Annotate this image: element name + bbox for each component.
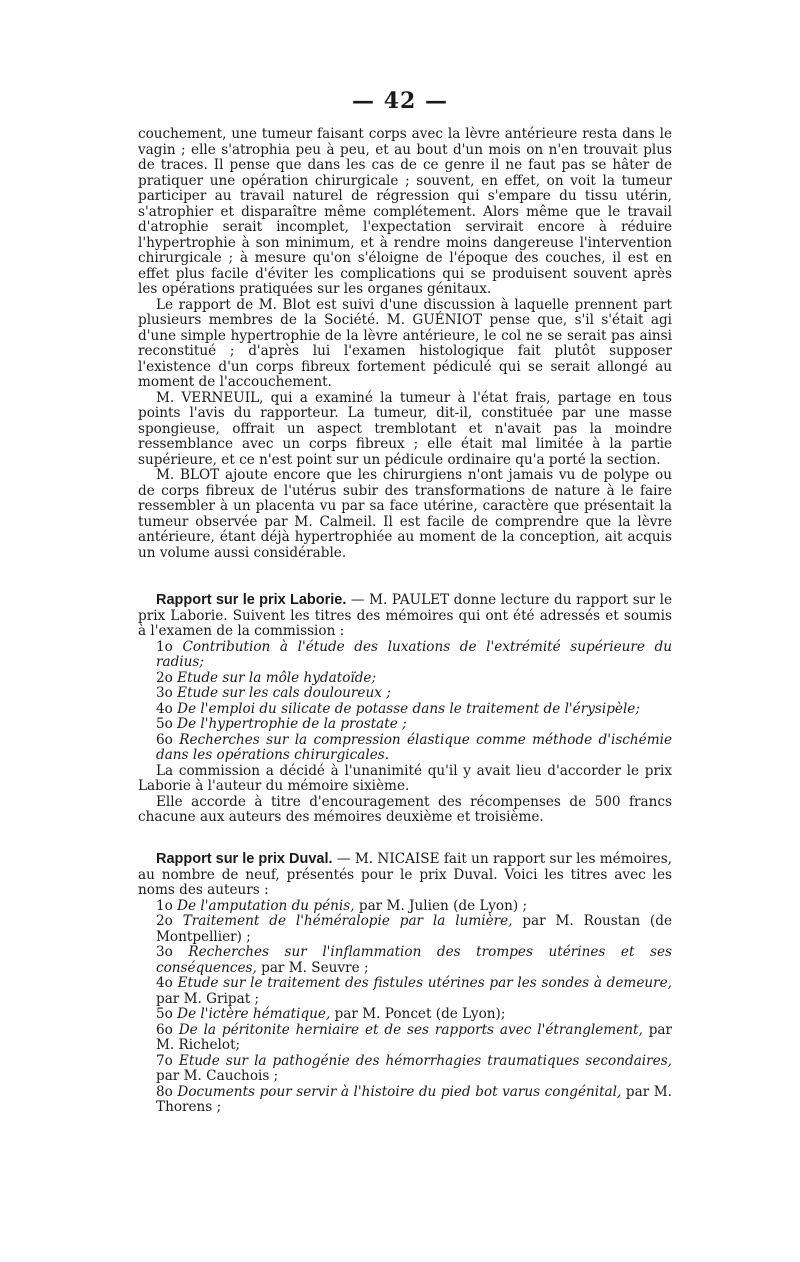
item-number: 2o — [156, 669, 173, 686]
item-number: 8o — [156, 1083, 173, 1100]
item-title: De la péritonite herniaire et de ses rapports avec l'étranglement, — [178, 1021, 643, 1038]
duval-section — [138, 852, 672, 1116]
section-lead — [138, 852, 672, 899]
intro-section — [138, 127, 672, 561]
list-item — [138, 1054, 672, 1085]
item-number: 6o — [156, 1021, 173, 1038]
paragraph: Elle accorde à titre d'encouragement des récompenses de 500 francs chacune aux auteurs des mémoires deuxième et troisième. — [138, 793, 672, 825]
section-lead-text: — M. PAULET donne lecture du rapport sur le prix Laborie. Suivent les titres des mémoires qui ont été adressés et soumis à l'examen de la commission : — [138, 592, 672, 639]
list-item — [138, 914, 672, 945]
page-number: — 42 — — [352, 88, 448, 114]
section-lead-text: — M. NICAISE fait un rapport sur les mémoires, au nombre de neuf, présentés pour le prix Duval. Voici les titres avec les noms des auteurs : — [138, 851, 672, 898]
list-item — [138, 945, 672, 976]
item-title: Etude sur la môle hydatoïde; — [177, 669, 377, 686]
item-number: 6o — [156, 731, 173, 748]
item-number: 5o — [156, 1006, 173, 1022]
list-item — [138, 976, 672, 1007]
item-number: 4o — [156, 700, 173, 717]
list-item — [138, 640, 672, 671]
section-lead — [138, 593, 672, 640]
item-number: 2o — [156, 913, 173, 929]
item-title: Documents pour servir à l'histoire du pied bot varus congénital, — [177, 1083, 622, 1100]
item-title: De l'hypertrophie de la prostate ; — [177, 716, 407, 732]
item-author: par M. Roustan (de Montpellier) ; — [156, 913, 672, 945]
section-heading: Rapport sur le prix Laborie. — [156, 592, 347, 608]
item-number: 1o — [156, 638, 173, 655]
list-item — [138, 1085, 672, 1116]
list-item — [138, 702, 672, 718]
item-number: 3o — [156, 944, 173, 960]
item-author: par M. Poncet (de Lyon); — [330, 1006, 506, 1022]
list-item — [138, 1023, 672, 1054]
item-title: Etude sur le traitement des fistules utérines par les sondes à demeure, — [177, 975, 672, 991]
item-title: Contribution à l'étude des luxations de l'extrémité supérieure du radius; — [156, 638, 673, 670]
list-item — [138, 733, 672, 764]
item-title: De l'amputation du pénis, — [177, 897, 355, 914]
item-number: 3o — [156, 685, 173, 701]
list-item — [138, 899, 672, 915]
laborie-section — [138, 593, 672, 826]
list-item — [138, 671, 672, 687]
item-author: par M. Julien (de Lyon) ; — [354, 897, 528, 914]
list-item — [138, 686, 672, 702]
item-title: Recherches sur l'inflammation des trompes utérines et ses conséquences, — [156, 944, 672, 976]
item-number: 4o — [156, 975, 173, 991]
item-author: par M. Thorens ; — [156, 1083, 673, 1115]
item-title: Traitement de l'héméralopie par la lumière, — [182, 913, 513, 929]
item-title: Recherches sur la compression élastique comme méthode d'ischémie dans les opérations chirurgicales. — [156, 731, 672, 763]
paragraph: M. BLOT ajoute encore que les chirurgiens n'ont jamais vu de polype ou de corps fibreux de l'utérus subir des transformations de nature à le faire ressembler à un placenta vu par sa face utérine, caractère que présentait la tumeur observée par M. Calmeil. Il est facile de comprendre que la lèvre antérieure, étant déjà hypertrophiée au moment de la conception, ait acquis un volume aussi considérable. — [138, 467, 672, 561]
item-number: 5o — [156, 716, 173, 732]
item-author: par M. Cauchois ; — [156, 1068, 279, 1084]
item-number: 7o — [156, 1052, 173, 1069]
item-author: par M. Seuvre ; — [256, 959, 369, 976]
item-author: par M. Richelot; — [156, 1021, 672, 1053]
paragraph: couchement, une tumeur faisant corps avec la lèvre antérieure resta dans le vagin ; elle s'atrophia peu à peu, et au bout d'un mois on n'en trouvait plus de traces. Il pense que dans les cas de ce genre il ne faut pas se hâter de pratiquer une opération chirurgicale ; souvent, en effet, on voit la tumeur participer au travail naturel de régression qui s'empare du tissu utérin, s'atrophier et disparaître même complétement. Alors même que le travail d'atrophie serait incomplet, l'expectation servirait encore à réduire l'hypertrophie à son minimum, et à rendre moins dangereuse l'intervention chirurgicale ; à mesure qu'on s'éloigne de l'époque des couches, il est en effet plus facile d'éviter les complications qui se produisent souvent après les opérations pratiquées sur les organes génitaux. — [138, 126, 672, 297]
paragraph: Le rapport de M. Blot est suivi d'une discussion à laquelle prennent part plusieurs membres de la Société. M. GUÉNIOT pense que, s'il s'était agi d'une simple hypertrophie de la lèvre antérieure, le col ne se serait pas ainsi reconstitué ; d'après lui l'examen histologique fait plutôt supposer l'existence d'un corps fibreux fortement pédiculé qui se serait allongé au moment de l'accouchement. — [138, 296, 672, 390]
item-number: 1o — [156, 897, 173, 914]
list-item — [138, 717, 672, 733]
item-title: Etude sur les cals douloureux ; — [177, 685, 391, 701]
paragraph: M. VERNEUIL, qui a examiné la tumeur à l'état frais, partage en tous points l'avis du rapporteur. La tumeur, dit-il, constituée par une masse spongieuse, offrait un aspect tremblotant et n'avait pas la moindre ressemblance avec un corps fibreux ; elle était mal limitée à la partie supérieure, et ce n'est point sur un pédicule ordinaire qu'a porté la section. — [138, 389, 672, 468]
paragraph: La commission a décidé à l'unanimité qu'il y avait lieu d'accorder le prix Laborie à l'auteur du mémoire sixième. — [138, 762, 672, 794]
item-title: De l'emploi du silicate de potasse dans le traitement de l'érysipèle; — [177, 700, 640, 717]
list-item — [138, 1007, 672, 1023]
item-title: De l'ictère hématique, — [177, 1006, 331, 1022]
item-author: par M. Gripat ; — [156, 990, 260, 1007]
section-heading: Rapport sur le prix Duval. — [156, 851, 333, 867]
item-title: Etude sur la pathogénie des hémorrhagies traumatiques secondaires, — [178, 1052, 672, 1069]
